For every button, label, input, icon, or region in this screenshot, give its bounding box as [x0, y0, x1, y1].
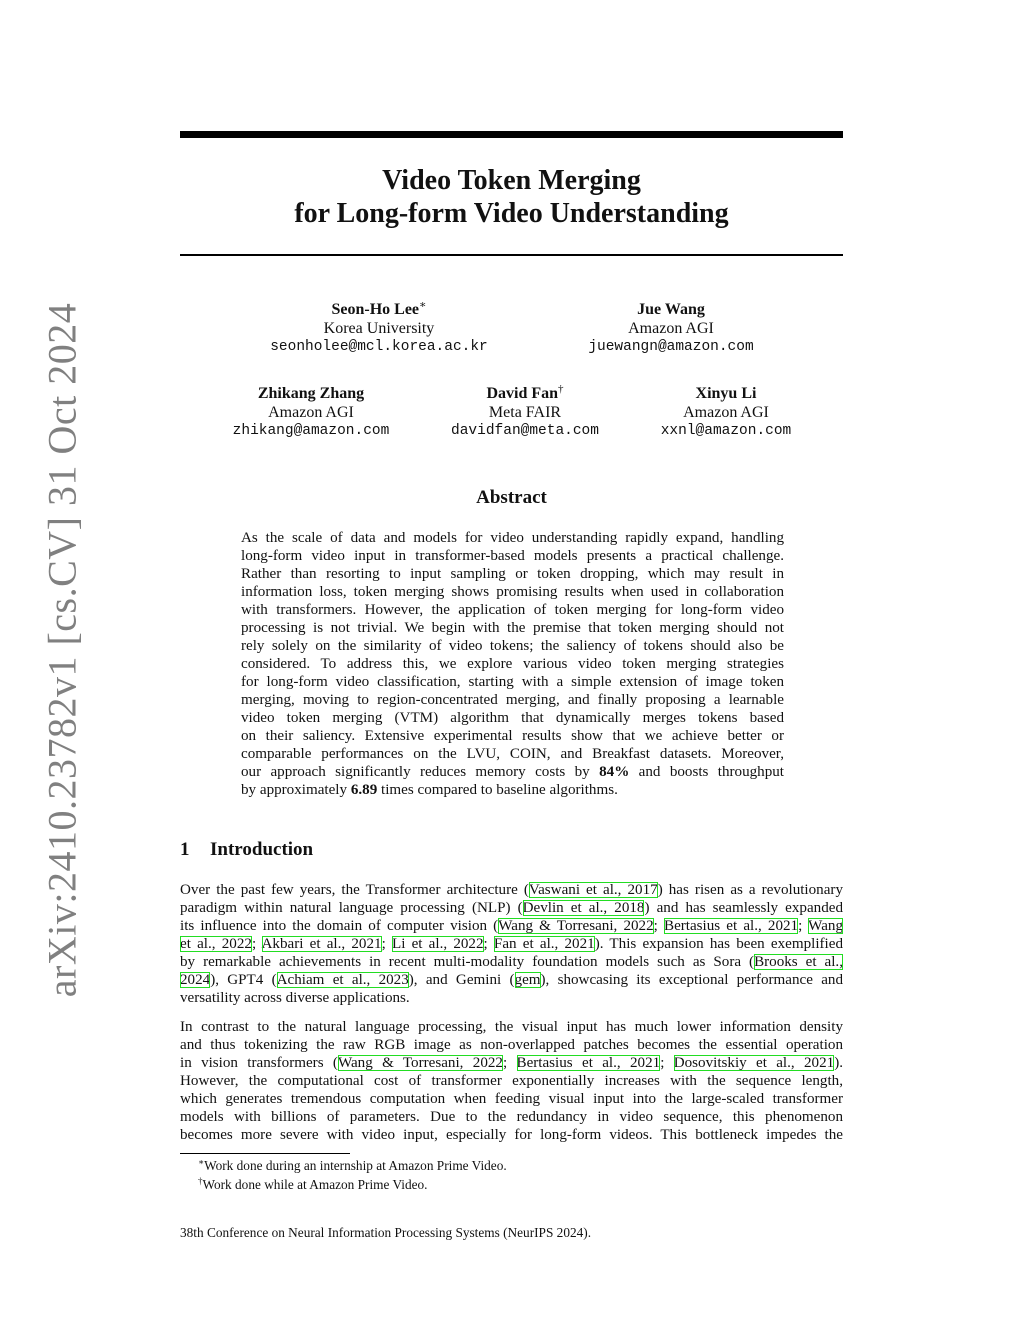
abstract-line: information loss, token merging shows promising results when used in collaboration	[241, 584, 784, 600]
body-line: and thus tokenizing the raw RGB image as non-overlapped patches becomes the essential operation	[180, 1037, 843, 1053]
author-affiliation: Amazon AGI	[628, 320, 714, 337]
body-line: Over the past few years, the Transformer architecture (Vaswani et al., 2017) has risen as a revolutionary	[180, 882, 843, 898]
author-email: xxnl@amazon.com	[660, 423, 792, 439]
body-line: in vision transformers (Wang & Torresani, 2022; Bertasius et al., 2021; Dosovitskiy et al., 2021).	[180, 1055, 843, 1071]
body-line: However, the computational cost of transformer exponentially increases with the sequence length,	[180, 1073, 843, 1089]
abstract-line: rely solely on the similarity of video tokens; the saliency of tokens should also be	[241, 638, 784, 654]
abstract-text	[241, 529, 784, 799]
author-name: Jue Wang	[637, 301, 705, 318]
body-line: which generates tremendous computation when feeding visual input into the large-scaled transformer	[180, 1091, 843, 1107]
abstract-line: with transformers. However, the application of token merging for long-form video	[241, 602, 784, 618]
abstract-line: by approximately 6.89 times compared to baseline algorithms.	[241, 782, 618, 798]
section-heading-introduction	[180, 839, 313, 861]
citation-link[interactable]: Fan et al., 2021	[493, 936, 595, 952]
footnote-1: ∗Work done during an internship at Amazon Prime Video.	[198, 1157, 507, 1173]
section-title: Introduction	[210, 839, 314, 860]
footnote-rule	[180, 1153, 350, 1154]
author-email: davidfan@meta.com	[451, 423, 599, 439]
author-block-seon-ho-lee	[249, 301, 509, 357]
citation-link[interactable]: Li et al., 2022	[391, 936, 484, 952]
citation-link[interactable]: Bertasius et al., 2021	[516, 1055, 661, 1071]
author-email: seonholee@mcl.korea.ac.kr	[270, 339, 488, 355]
body-line: becomes more severe with video input, especially for long-form videos. This bottleneck impedes the	[180, 1127, 843, 1143]
citation-link[interactable]: Wang & Torresani, 2022	[498, 918, 654, 934]
citation-link[interactable]: Wang & Torresani, 2022	[337, 1055, 503, 1071]
arxiv-stamp: arXiv:2410.23782v1 [cs.CV] 31 Oct 2024	[39, 302, 85, 998]
abstract-heading: Abstract	[476, 487, 547, 508]
citation-link[interactable]: Brooks et al.,	[754, 954, 843, 970]
body-line: In contrast to the natural language processing, the visual input has much lower information density	[180, 1019, 843, 1035]
abstract-line: for long-form video classification, starting with a simple extension of image token	[241, 674, 784, 690]
intro-paragraph-2	[180, 1018, 843, 1144]
author-block-jue-wang	[541, 301, 801, 357]
title-line-2: for Long-form Video Understanding	[294, 198, 729, 229]
author-name: Zhikang Zhang	[257, 385, 365, 402]
asterisk-mark: ∗	[419, 299, 427, 311]
abstract-line: our approach significantly reduces memory costs by 84% and boosts throughput	[241, 764, 784, 780]
citation-link[interactable]: Akbari et al., 2021	[261, 936, 382, 952]
body-line: paradigm within natural language processing (NLP) (Devlin et al., 2018) and has seamlessly expanded	[180, 900, 843, 916]
citation-link[interactable]: et al., 2022	[180, 936, 252, 952]
abstract-line: on their saliency. Extensive experimental results show that we achieve better or	[241, 728, 784, 744]
author-name: Xinyu Li	[695, 385, 757, 402]
abstract-line: comparable performances on the LVU, COIN, and Breakfast datasets. Moreover,	[241, 746, 784, 762]
author-email: juewangn@amazon.com	[588, 339, 754, 355]
title-line-1: Video Token Merging	[382, 165, 641, 196]
author-name: David Fan†	[486, 383, 564, 402]
citation-link[interactable]: Wang	[808, 918, 843, 934]
title-rule-top	[180, 131, 843, 138]
body-line: its influence into the domain of computer vision (Wang & Torresani, 2022; Bertasius et al., 2021; Wang	[180, 918, 843, 934]
author-name: Seon-Ho Lee∗	[331, 299, 427, 318]
citation-link[interactable]: Bertasius et al., 2021	[664, 918, 799, 934]
author-affiliation: Korea University	[323, 320, 435, 337]
citation-link[interactable]: Dosovitskiy et al., 2021	[673, 1055, 835, 1071]
body-line: et al., 2022; Akbari et al., 2021; Li et al., 2022; Fan et al., 2021). This expansion has been exemplified	[180, 936, 843, 952]
author-affiliation: Amazon AGI	[683, 404, 769, 421]
dagger-mark: †	[558, 383, 564, 395]
throughput-value: 6.89	[350, 782, 378, 798]
abstract-line: processing is not trivial. We begin with the premise that token merging should not	[241, 620, 784, 636]
abstract-line: video token merging (VTM) algorithm that dynamically merges tokens based	[241, 710, 784, 726]
abstract-line: Rather than resorting to input sampling or token dropping, which may result in	[241, 566, 784, 582]
abstract-line: merging, moving to region-concentrated merging, and finally proposing a learnable	[241, 692, 784, 708]
author-block-xinyu-li	[596, 385, 856, 441]
section-number: 1	[180, 839, 190, 860]
body-line: 2024), GPT4 (Achiam et al., 2023), and Gemini (gem), showcasing its exceptional performance and	[180, 972, 843, 988]
abstract-line: long-form video input in transformer-based models presents a practical challenge.	[241, 548, 784, 564]
intro-paragraph-1	[180, 881, 843, 1007]
body-line: models with billions of parameters. Due to the redundancy in video sequence, this phenomenon	[180, 1109, 843, 1125]
title-rule-bottom	[180, 254, 843, 256]
citation-link[interactable]: gem	[514, 972, 541, 988]
citation-link[interactable]: Vaswani et al., 2017	[528, 882, 658, 898]
citation-link[interactable]: Achiam et al., 2023	[276, 972, 409, 988]
venue-footer: 38th Conference on Neural Information Processing Systems (NeurIPS 2024).	[180, 1225, 592, 1240]
abstract-line: considered. To address this, we explore various video token merging strategies	[241, 656, 784, 672]
body-line: versatility across diverse applications.	[180, 990, 410, 1006]
dagger-mark: †	[198, 1176, 203, 1186]
body-line: by remarkable achievements in recent multi-modality foundation models such as Sora (Brooks et al.,	[180, 954, 843, 970]
author-affiliation: Meta FAIR	[488, 404, 562, 421]
asterisk-mark: ∗	[198, 1157, 205, 1167]
author-affiliation: Amazon AGI	[268, 404, 354, 421]
abstract-line: As the scale of data and models for video understanding rapidly expand, handling	[241, 530, 784, 546]
author-email: zhikang@amazon.com	[232, 423, 390, 439]
paper-title	[180, 164, 843, 230]
citation-link[interactable]: Devlin et al., 2018	[522, 900, 645, 916]
citation-link[interactable]: 2024	[180, 972, 211, 988]
footnote-2: †Work done while at Amazon Prime Video.	[198, 1176, 428, 1192]
memory-reduction-value: 84%	[599, 764, 630, 780]
